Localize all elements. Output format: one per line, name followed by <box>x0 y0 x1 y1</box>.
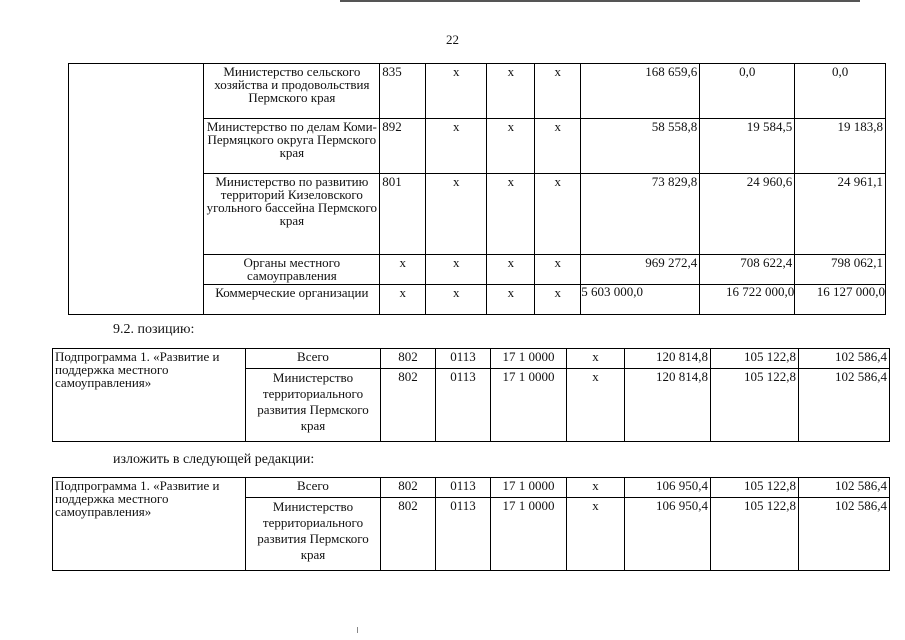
target-code: х <box>487 119 535 174</box>
value-year-1: 106 950,4 <box>625 478 711 498</box>
value-year-1: 168 659,6 <box>581 64 700 119</box>
table-row <box>69 64 886 119</box>
target-code: 17 1 0000 <box>491 369 567 442</box>
value-year-1: 969 272,4 <box>581 255 700 285</box>
value-year-3: 798 062,1 <box>795 255 886 285</box>
value-year-2: 24 960,6 <box>700 174 795 255</box>
page-top-rule <box>340 0 860 2</box>
executor-name: Органы местного самоуправления <box>204 255 380 285</box>
target-code: х <box>487 64 535 119</box>
admin-code: х <box>380 285 426 315</box>
executor-name: Всего <box>246 349 381 369</box>
section-code: х <box>426 64 487 119</box>
target-code: х <box>487 174 535 255</box>
value-year-3: 16 127 000,0 <box>795 285 886 315</box>
type-code: х <box>567 478 625 498</box>
edit-note: изложить в следующей редакции: <box>113 452 315 467</box>
value-year-1: 73 829,8 <box>581 174 700 255</box>
value-year-3: 102 586,4 <box>799 349 890 369</box>
admin-code: 802 <box>381 349 436 369</box>
target-code: 17 1 0000 <box>491 498 567 571</box>
value-year-3: 24 961,1 <box>795 174 886 255</box>
target-code: 17 1 0000 <box>491 478 567 498</box>
section-code: 0113 <box>436 478 491 498</box>
section-code: х <box>426 255 487 285</box>
value-year-2: 105 122,8 <box>711 349 799 369</box>
section-code: х <box>426 119 487 174</box>
value-year-1: 5 603 000,0 <box>581 285 700 315</box>
executor-name: Министерство территориального развития Пермского края <box>246 369 381 442</box>
target-code: х <box>487 285 535 315</box>
value-year-3: 0,0 <box>795 64 886 119</box>
value-year-1: 58 558,8 <box>581 119 700 174</box>
value-year-2: 105 122,8 <box>711 498 799 571</box>
value-year-3: 19 183,8 <box>795 119 886 174</box>
subprogram-name: Подпрограмма 1. «Развитие и поддержка местного самоуправления» <box>53 349 246 442</box>
page-number: 22 <box>446 32 459 47</box>
type-code: х <box>567 498 625 571</box>
section-code: 0113 <box>436 498 491 571</box>
type-code: х <box>535 255 581 285</box>
type-code: х <box>535 119 581 174</box>
admin-code: 802 <box>381 369 436 442</box>
admin-code: 892 <box>380 119 426 174</box>
executor-name: Коммерческие организации <box>204 285 380 315</box>
position-note: 9.2. позицию: <box>113 322 195 337</box>
executor-name: Министерство сельского хозяйства и продовольствия Пермского края <box>204 64 380 119</box>
value-year-2: 19 584,5 <box>700 119 795 174</box>
admin-code: 802 <box>381 498 436 571</box>
scan-mark <box>357 627 358 633</box>
value-year-2: 0,0 <box>700 64 795 119</box>
target-code: 17 1 0000 <box>491 349 567 369</box>
value-year-2: 16 722 000,0 <box>700 285 795 315</box>
type-code: х <box>535 64 581 119</box>
new-position-table <box>52 477 890 571</box>
value-year-2: 708 622,4 <box>700 255 795 285</box>
budget-table-continuation <box>68 63 886 315</box>
target-code: х <box>487 255 535 285</box>
type-code: х <box>567 349 625 369</box>
value-year-1: 106 950,4 <box>625 498 711 571</box>
value-year-2: 105 122,8 <box>711 478 799 498</box>
value-year-3: 102 586,4 <box>799 498 890 571</box>
subprogram-name: Подпрограмма 1. «Развитие и поддержка местного самоуправления» <box>53 478 246 571</box>
admin-code: 835 <box>380 64 426 119</box>
table-row <box>53 478 890 498</box>
section-code: 0113 <box>436 349 491 369</box>
type-code: х <box>535 174 581 255</box>
section-code: 0113 <box>436 369 491 442</box>
value-year-2: 105 122,8 <box>711 369 799 442</box>
executor-name: Министерство по развитию территорий Кизеловского угольного бассейна Пермского края <box>204 174 380 255</box>
value-year-3: 102 586,4 <box>799 478 890 498</box>
merged-program-cell <box>69 64 204 315</box>
type-code: х <box>535 285 581 315</box>
admin-code: 802 <box>381 478 436 498</box>
admin-code: 801 <box>380 174 426 255</box>
admin-code: х <box>380 255 426 285</box>
executor-name: Всего <box>246 478 381 498</box>
executor-name: Министерство по делам Коми-Пермяцкого округа Пермского края <box>204 119 380 174</box>
old-position-table <box>52 348 890 442</box>
executor-name: Министерство территориального развития Пермского края <box>246 498 381 571</box>
section-code: х <box>426 174 487 255</box>
value-year-1: 120 814,8 <box>625 349 711 369</box>
table-row <box>53 349 890 369</box>
value-year-3: 102 586,4 <box>799 369 890 442</box>
section-code: х <box>426 285 487 315</box>
type-code: х <box>567 369 625 442</box>
value-year-1: 120 814,8 <box>625 369 711 442</box>
